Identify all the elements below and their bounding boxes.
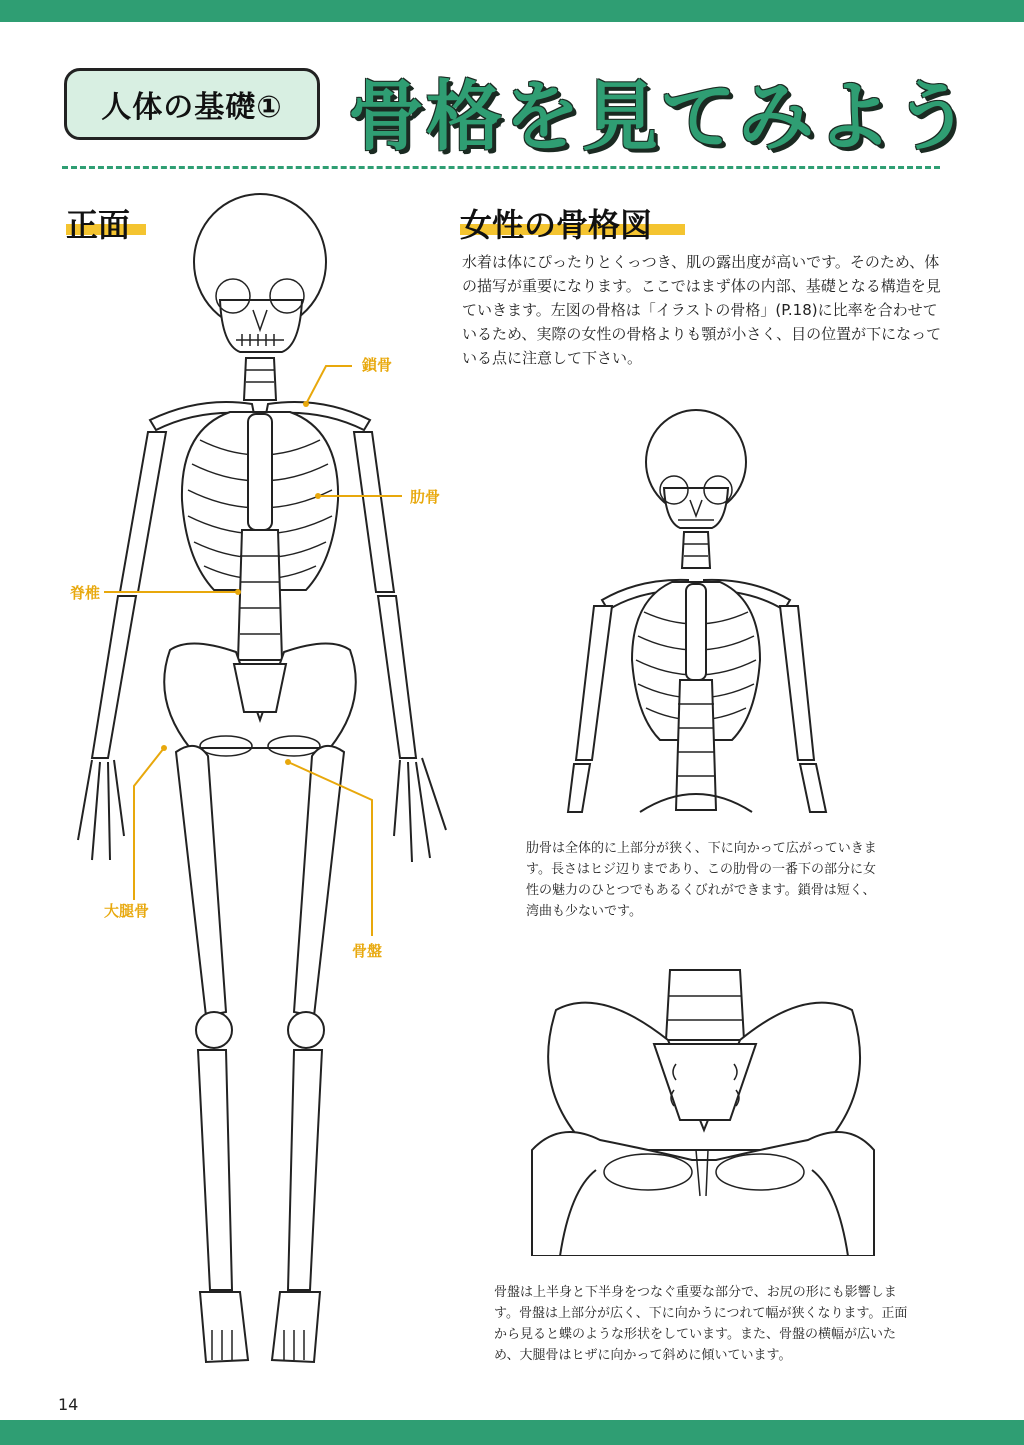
pelvis-caption: 骨盤は上半身と下半身をつなぐ重要な部分で、お尻の形にも影響します。骨盤は上部分が広く、下に向かうにつれて幅が狭くなります。正面から見ると蝶のような形状をしています。また、骨盤の横幅が広いため、大腿骨はヒザに向かって斜めに傾いています。 bbox=[494, 1285, 908, 1363]
label-spine: 脊椎 bbox=[70, 584, 101, 602]
pelvis-closeup-illustration bbox=[526, 966, 876, 1256]
ribcage-caption: 肋骨は全体的に上部分が狭く、下に向かって広がっていきます。長さはヒジ辺りまであり、この肋骨の一番下の部分に女性の魅力のひとつでもあるくびれができます。鎖骨は短く、湾曲も少ないです。 bbox=[526, 841, 877, 919]
bottom-color-bar bbox=[0, 1420, 1024, 1445]
chapter-badge: 人体の基礎① bbox=[64, 68, 320, 140]
label-clavicle: 鎖骨 bbox=[362, 356, 393, 374]
page-title: 骨格を見てみよう bbox=[348, 72, 972, 161]
top-color-bar bbox=[0, 0, 1024, 22]
intro-paragraph: 水着は体にぴったりとくっつき、肌の露出度が高いです。そのため、体の描写が重要になります。ここではまず体の内部、基礎となる構造を見ていきます。左図の骨格は「イラストの骨格」(P.18)に比率を合わせているため、実際の女性の骨格よりも顎が小さく、目の位置が下になっている点に注意して下さい。 bbox=[462, 253, 942, 367]
dashed-divider bbox=[62, 166, 940, 169]
section-heading-front: 正面 bbox=[66, 200, 146, 240]
label-pelvis: 骨盤 bbox=[352, 942, 383, 960]
full-skeleton-illustration bbox=[60, 190, 460, 1380]
page-number: 14 bbox=[58, 1395, 79, 1414]
upper-torso-skeleton-illustration bbox=[560, 400, 850, 820]
section-heading-female-skeleton: 女性の骨格図 bbox=[460, 200, 685, 240]
label-femur: 大腿骨 bbox=[104, 902, 150, 920]
label-ribs: 肋骨 bbox=[410, 488, 441, 506]
